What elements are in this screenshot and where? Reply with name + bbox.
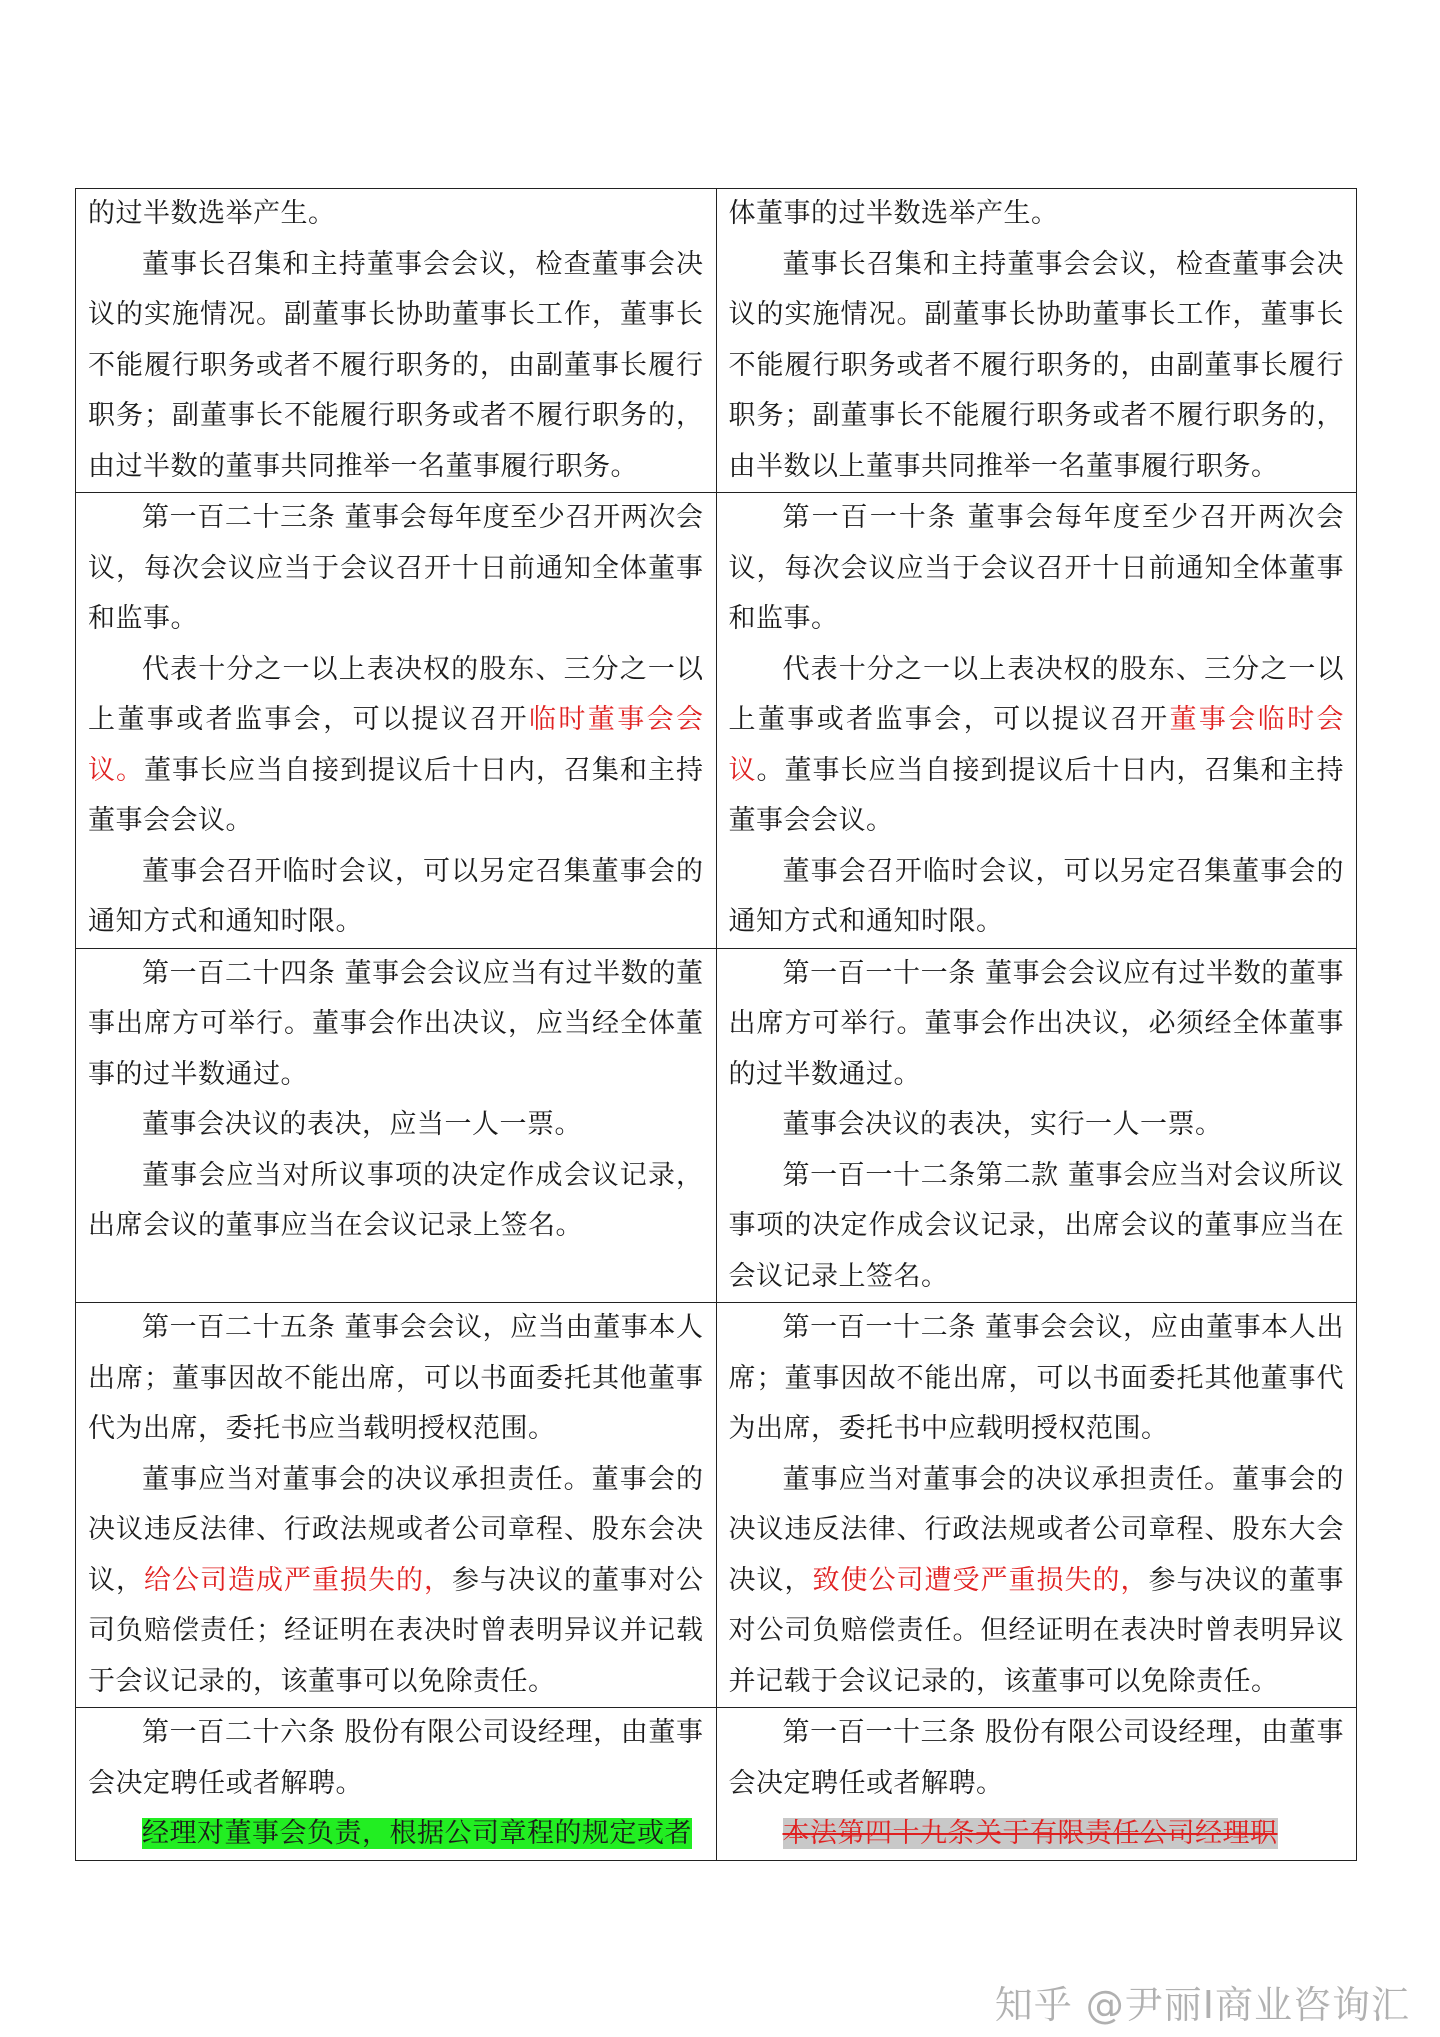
clause-text: 第一百一十条 董事会每年度至少召开两次会议，每次会议应当于会议召开十日前通知全体董事和监事。 xyxy=(728,502,1344,634)
table-row xyxy=(76,493,1357,949)
highlighted-text: 本法第四十九条关于有限责任公司经理职 xyxy=(782,1818,1278,1849)
clause-paragraph xyxy=(729,847,1345,948)
highlighted-text: 临时董事会会议。 xyxy=(88,704,704,786)
old-law-cell xyxy=(716,1303,1357,1708)
clause-text: 董事应当对董事会的决议承担责任。董事会的决议违反法律、行政法规或者公司章程、股东大会决议， xyxy=(728,1463,1344,1596)
clause-paragraph xyxy=(729,1100,1345,1151)
highlighted-text: 给公司造成严重损失的， xyxy=(144,1564,452,1596)
clause-paragraph xyxy=(88,1708,704,1809)
table-row xyxy=(76,1708,1357,1861)
law-comparison-table xyxy=(75,188,1357,1861)
highlighted-text: 经理对董事会负责，根据公司章程的规定或者 xyxy=(142,1818,692,1849)
table-row xyxy=(76,1303,1357,1708)
new-law-cell xyxy=(76,1303,717,1708)
clause-text: 第一百一十二条第二款 董事会应当对会议所议事项的决定作成会议记录，出席会议的董事应当在会议记录上签名。 xyxy=(728,1159,1344,1292)
clause-text: 第一百二十四条 董事会会议应当有过半数的董事出席方可举行。董事会作出决议，应当经全体董事的过半数通过。 xyxy=(88,957,704,1090)
clause-paragraph xyxy=(729,1708,1345,1809)
clause-text: 第一百二十五条 董事会会议，应当由董事本人出席；董事因故不能出席，可以书面委托其他董事代为出席，委托书应当载明授权范围。 xyxy=(88,1312,704,1444)
old-law-cell xyxy=(716,493,1357,949)
clause-text: 董事会应当对所议事项的决定作成会议记录，出席会议的董事应当在会议记录上签名。 xyxy=(88,1159,704,1241)
clause-text: 第一百二十三条 董事会每年度至少召开两次会议，每次会议应当于会议召开十日前通知全体董事和监事。 xyxy=(88,502,704,634)
new-law-cell xyxy=(76,948,717,1303)
clause-paragraph xyxy=(729,1455,1345,1708)
clause-paragraph xyxy=(88,645,704,847)
clause-text: 代表十分之一以上表决权的股东、三分之一以上董事或者监事会，可以提议召开 xyxy=(88,653,704,735)
table-row xyxy=(76,948,1357,1303)
clause-paragraph xyxy=(729,189,1345,240)
clause-text: 参与决议的董事对公司负赔偿责任。但经证明在表决时曾表明异议并记载于会议记录的，该董事可以免除责任。 xyxy=(728,1564,1344,1697)
clause-text: 董事长召集和主持董事会会议，检查董事会决议的实施情况。副董事长协助董事长工作，董事长不能履行职务或者不履行职务的，由副董事长履行职务；副董事长不能履行职务或者不履行职务的，由半数以上董事共同推举一名董事履行职务。 xyxy=(728,248,1344,482)
new-law-cell xyxy=(76,493,717,949)
clause-text: 第一百一十一条 董事会会议应有过半数的董事出席方可举行。董事会作出决议，必须经全体董事的过半数通过。 xyxy=(728,957,1344,1090)
clause-paragraph xyxy=(88,1809,704,1860)
highlighted-text: 致使公司遭受严重损失的， xyxy=(812,1564,1149,1596)
clause-text: 体董事的过半数选举产生。 xyxy=(728,198,1059,229)
old-law-cell xyxy=(716,1708,1357,1861)
clause-text: 。董事长应当自接到提议后十日内，召集和主持董事会会议。 xyxy=(728,754,1344,836)
clause-paragraph xyxy=(88,1303,704,1455)
clause-paragraph xyxy=(88,493,704,645)
clause-text: 董事长召集和主持董事会会议，检查董事会决议的实施情况。副董事长协助董事长工作，董事长不能履行职务或者不履行职务的，由副董事长履行职务；副董事长不能履行职务或者不履行职务的，由过半数的董事共同推举一名董事履行职务。 xyxy=(88,248,704,482)
clause-paragraph xyxy=(88,949,704,1101)
new-law-cell xyxy=(76,1708,717,1861)
clause-text: 董事会召开临时会议，可以另定召集董事会的通知方式和通知时限。 xyxy=(88,855,704,937)
clause-text: 参与决议的董事对公司负赔偿责任；经证明在表决时曾表明异议并记载于会议记录的，该董事可以免除责任。 xyxy=(88,1564,704,1697)
clause-paragraph xyxy=(88,189,704,240)
new-law-cell xyxy=(76,189,717,493)
clause-text: 董事应当对董事会的决议承担责任。董事会的决议违反法律、行政法规或者公司章程、股东会决议， xyxy=(88,1463,704,1596)
clause-paragraph xyxy=(729,240,1345,493)
clause-paragraph xyxy=(729,493,1345,645)
clause-text: 代表十分之一以上表决权的股东、三分之一以上董事或者监事会，可以提议召开 xyxy=(728,653,1344,735)
zhihu-watermark: 知乎 @尹丽I商业咨询汇 xyxy=(994,1983,1410,2027)
clause-paragraph xyxy=(88,1151,704,1252)
clause-paragraph xyxy=(88,847,704,948)
clause-text: 董事会召开临时会议，可以另定召集董事会的通知方式和通知时限。 xyxy=(728,855,1344,937)
highlighted-text: 董事会临时会议 xyxy=(728,704,1344,786)
table-body xyxy=(76,189,1357,1861)
clause-text: 第一百一十三条 股份有限公司设经理，由董事会决定聘任或者解聘。 xyxy=(728,1717,1344,1799)
old-law-cell xyxy=(716,189,1357,493)
clause-paragraph xyxy=(729,1151,1345,1303)
clause-paragraph xyxy=(729,949,1345,1101)
clause-paragraph xyxy=(88,1100,704,1151)
clause-paragraph xyxy=(729,1809,1345,1860)
clause-text: 第一百一十二条 董事会会议，应由董事本人出席；董事因故不能出席，可以书面委托其他董事代为出席，委托书中应载明授权范围。 xyxy=(728,1312,1344,1444)
clause-paragraph xyxy=(88,1455,704,1708)
clause-text: 董事会决议的表决，实行一人一票。 xyxy=(782,1109,1223,1140)
table-row xyxy=(76,189,1357,493)
clause-paragraph xyxy=(729,1303,1345,1455)
clause-text: 董事会决议的表决，应当一人一票。 xyxy=(142,1109,582,1140)
clause-text: 第一百二十六条 股份有限公司设经理，由董事会决定聘任或者解聘。 xyxy=(88,1717,704,1799)
clause-paragraph xyxy=(729,645,1345,847)
clause-paragraph xyxy=(88,240,704,493)
clause-text: 董事长应当自接到提议后十日内，召集和主持董事会会议。 xyxy=(88,754,704,836)
clause-text: 的过半数选举产生。 xyxy=(88,198,336,229)
old-law-cell xyxy=(716,948,1357,1303)
